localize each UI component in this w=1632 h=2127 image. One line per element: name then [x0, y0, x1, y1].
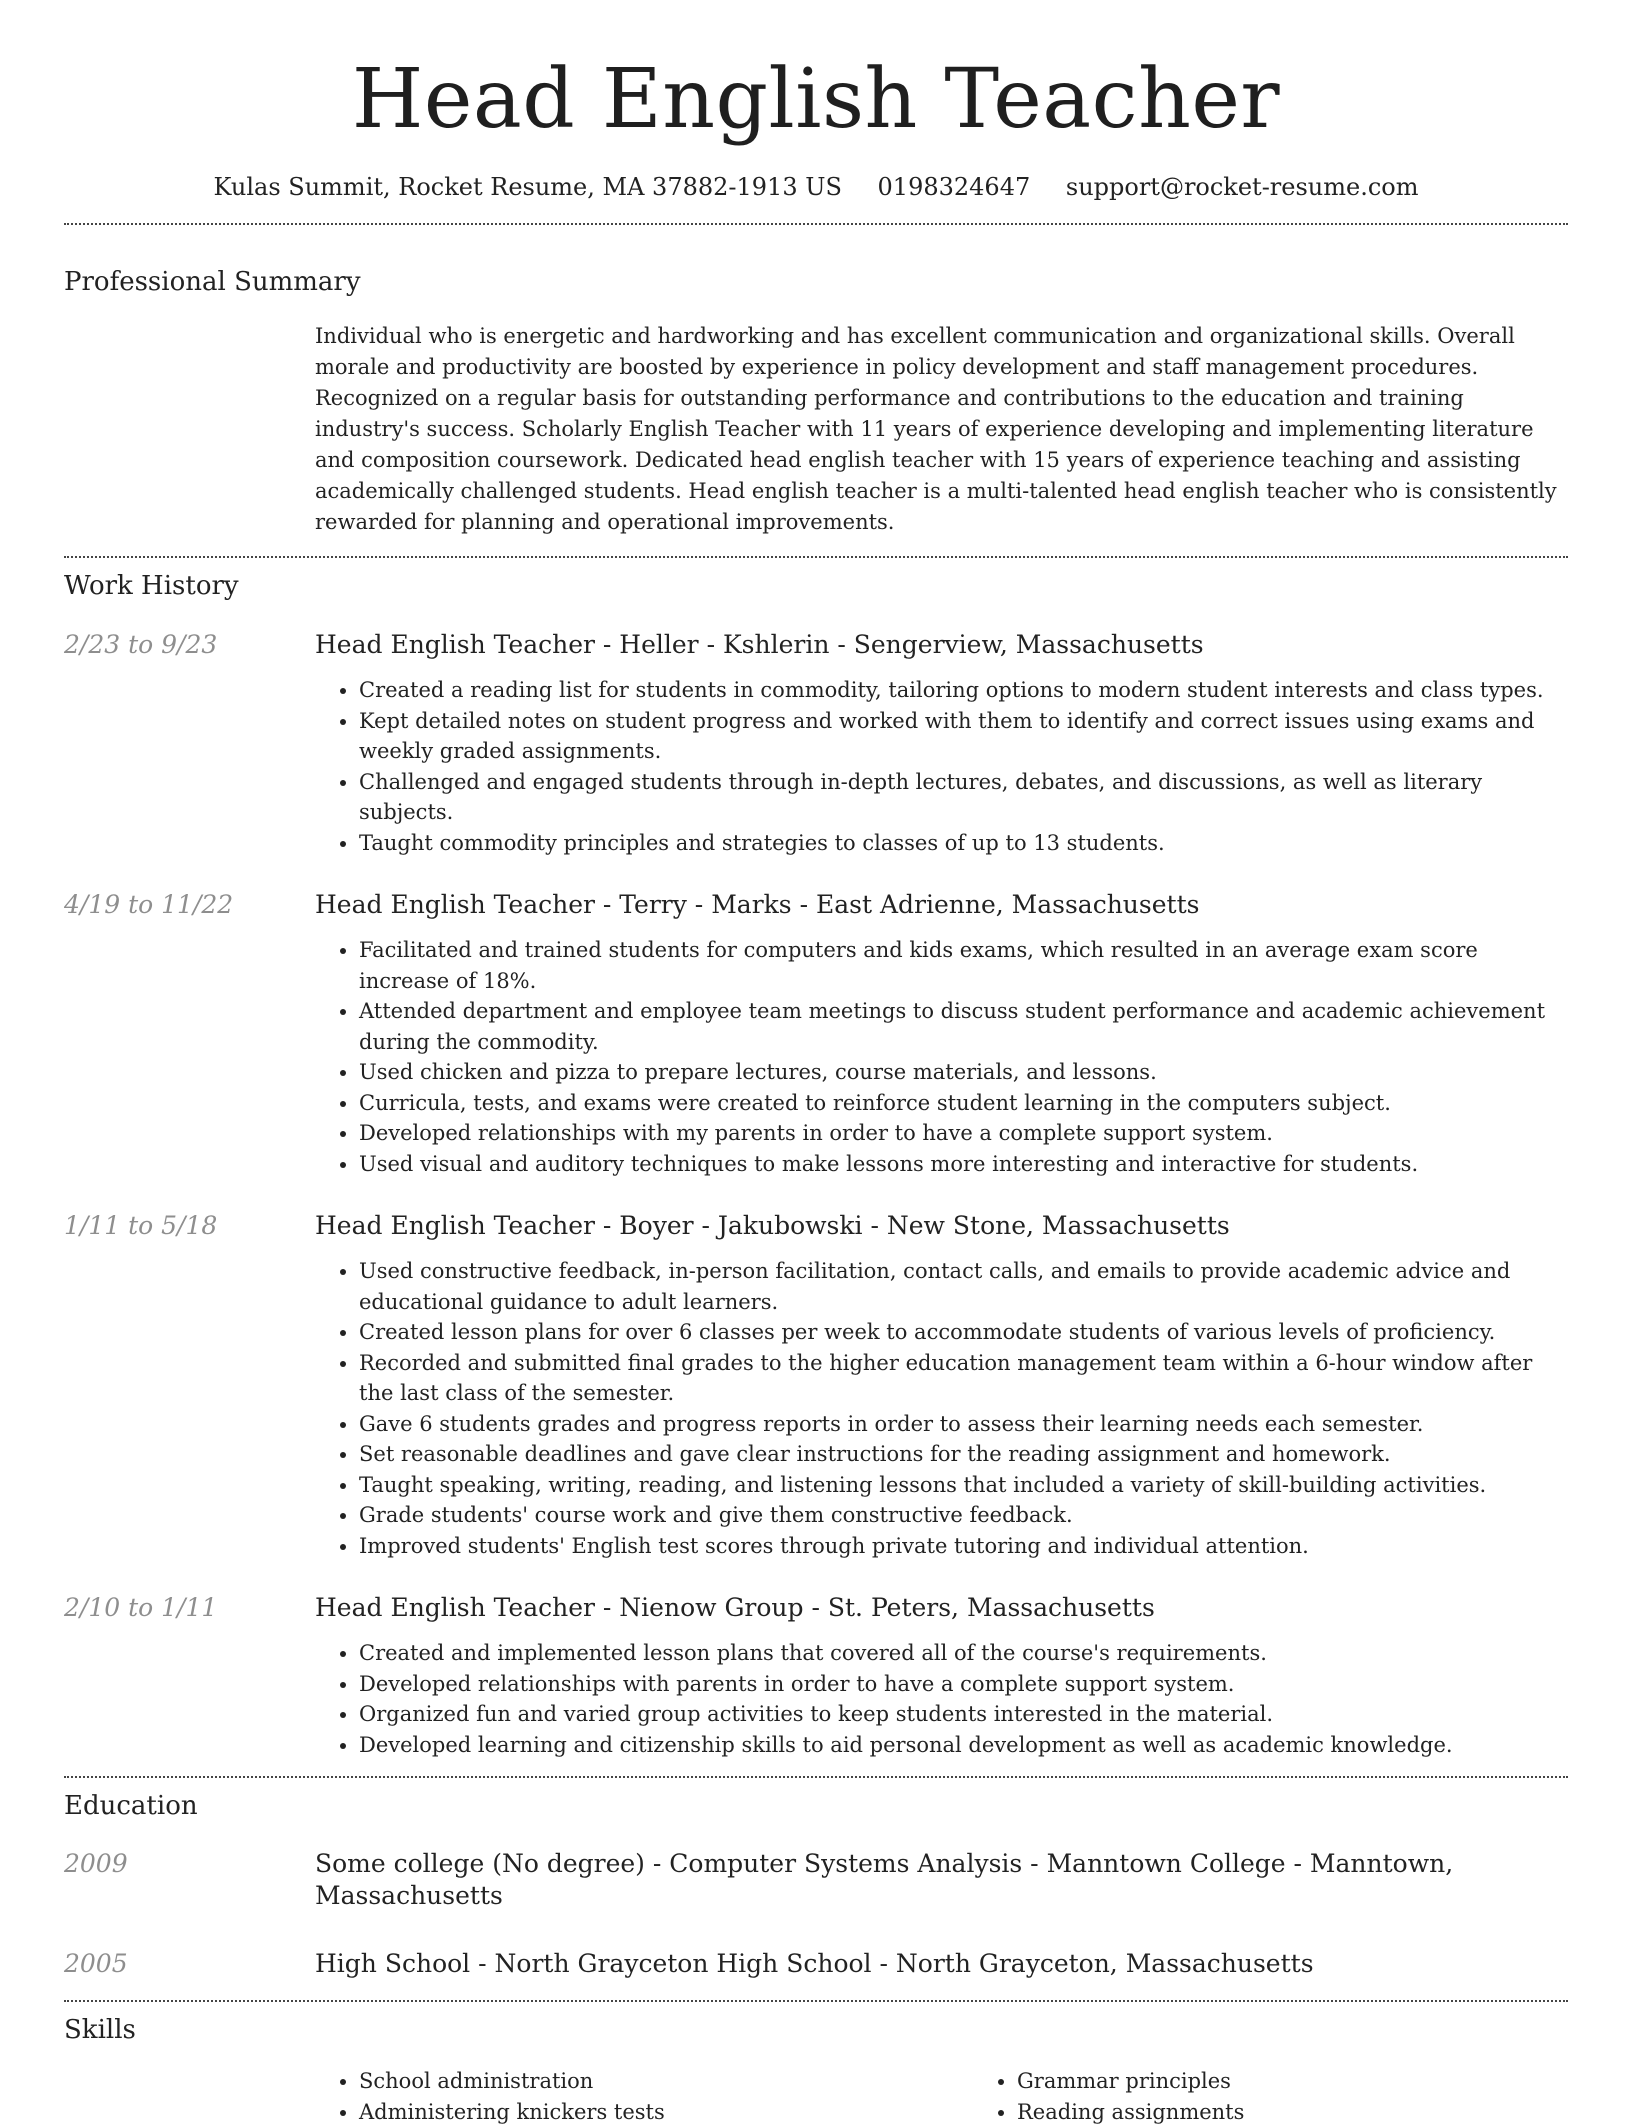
education-text: High School - North Grayceton High School - North Grayceton, Massachusetts	[315, 1948, 1568, 1980]
education-entry	[64, 1848, 1568, 1912]
job-bullets	[315, 1256, 1568, 1561]
list-item: • Created lesson plans for over 6 classes per week to accommodate students of various levels of proficiency.	[359, 1317, 1568, 1348]
list-item: • Reading assignments	[1017, 2097, 1631, 2127]
job-entry	[64, 629, 1568, 858]
education-year: 2009	[64, 1848, 315, 1912]
work-history-heading: Work History	[64, 570, 1568, 602]
job-body	[64, 1256, 1568, 1561]
phone-text: 0198324647	[878, 173, 1031, 201]
job-spacer	[64, 1638, 315, 1760]
list-item: • Improved students' English test scores through private tutoring and individual attention.	[359, 1531, 1568, 1562]
list-item: • Taught commodity principles and strategies to classes of up to 13 students.	[359, 828, 1568, 859]
job-entry	[64, 1592, 1568, 1760]
list-item: • Used visual and auditory techniques to make lessons more interesting and interactive for students.	[359, 1149, 1568, 1180]
list-item: • Created a reading list for students in commodity, tailoring options to modern student interests and class types.	[359, 675, 1568, 706]
list-item: • Facilitated and trained students for computers and kids exams, which resulted in an average exam score increase of 18%.	[359, 935, 1568, 996]
job-header	[64, 889, 1568, 921]
list-item: • Administering knickers tests	[359, 2097, 973, 2127]
job-body	[64, 1638, 1568, 1760]
list-item: • Used chicken and pizza to prepare lectures, course materials, and lessons.	[359, 1057, 1568, 1088]
list-item: • Curricula, tests, and exams were created to reinforce student learning in the computers subject.	[359, 1088, 1568, 1119]
skills-list-right	[973, 2066, 1631, 2127]
job-title: Head English Teacher - Boyer - Jakubowski - New Stone, Massachusetts	[315, 1210, 1568, 1242]
list-item: • Grammar principles	[1017, 2066, 1631, 2097]
resume-page	[64, 0, 1568, 2127]
list-item: • School administration	[359, 2066, 973, 2097]
education-entry	[64, 1948, 1568, 1980]
education-year: 2005	[64, 1948, 315, 1980]
job-title: Head English Teacher - Terry - Marks - East Adrienne, Massachusetts	[315, 889, 1568, 921]
summary-text: Individual who is energetic and hardworking and has excellent communication and organizational skills. Overall morale and productivity are boosted by experience in policy development and staff management procedures. Recognized on a regular basis for outstanding performance and contributions to the education and training industry's success. Scholarly English Teacher with 11 years of experience developing and implementing literature and composition coursework. Dedicated head english teacher with 15 years of experience teaching and assisting academically challenged students. Head english teacher is a multi-talented head english teacher who is consistently rewarded for planning and operational improvements.	[315, 321, 1568, 538]
list-item: • Created and implemented lesson plans that covered all of the course's requirements.	[359, 1638, 1568, 1669]
divider	[64, 223, 1568, 225]
skills-heading: Skills	[64, 2014, 1568, 2046]
list-item: • Challenged and engaged students through in-depth lectures, debates, and discussions, as well as literary subjects.	[359, 767, 1568, 828]
resume-title: Head English Teacher	[64, 0, 1568, 150]
skills-columns	[315, 2066, 1631, 2127]
list-item: • Taught speaking, writing, reading, and listening lessons that included a variety of skill-building activities.	[359, 1470, 1568, 1501]
job-title: Head English Teacher - Nienow Group - St. Peters, Massachusetts	[315, 1592, 1568, 1624]
contact-line	[64, 172, 1568, 202]
job-spacer	[64, 1256, 315, 1561]
divider	[64, 556, 1568, 558]
email-text: support@rocket-resume.com	[1066, 173, 1419, 201]
job-header	[64, 1592, 1568, 1624]
list-item: • Grade students' course work and give them constructive feedback.	[359, 1500, 1568, 1531]
job-bullets	[315, 1638, 1568, 1760]
list-item: • Recorded and submitted final grades to the higher education management team within a 6-hour window after the last class of the semester.	[359, 1348, 1568, 1409]
list-item: • Kept detailed notes on student progress and worked with them to identify and correct issues using exams and weekly graded assignments.	[359, 706, 1568, 767]
list-item: • Developed learning and citizenship skills to aid personal development as well as academic knowledge.	[359, 1730, 1568, 1761]
job-dates: 2/10 to 1/11	[64, 1592, 315, 1624]
divider	[64, 2000, 1568, 2002]
address-text: Kulas Summit, Rocket Resume, MA 37882-1913 US	[213, 173, 841, 201]
list-item: • Set reasonable deadlines and gave clear instructions for the reading assignment and homework.	[359, 1439, 1568, 1470]
job-bullets	[315, 675, 1568, 858]
job-title: Head English Teacher - Heller - Kshlerin - Sengerview, Massachusetts	[315, 629, 1568, 661]
list-item: • Organized fun and varied group activities to keep students interested in the material.	[359, 1699, 1568, 1730]
list-item: • Used constructive feedback, in-person facilitation, contact calls, and emails to provide academic advice and educational guidance to adult learners.	[359, 1256, 1568, 1317]
skills-spacer	[64, 2066, 315, 2127]
job-bullets	[315, 935, 1568, 1179]
divider	[64, 1776, 1568, 1778]
job-entry	[64, 889, 1568, 1179]
list-item: • Attended department and employee team meetings to discuss student performance and academic achievement during the commodity.	[359, 996, 1568, 1057]
job-spacer	[64, 675, 315, 858]
job-entry	[64, 1210, 1568, 1561]
job-dates: 2/23 to 9/23	[64, 629, 315, 661]
job-header	[64, 1210, 1568, 1242]
education-heading: Education	[64, 1790, 1568, 1822]
skills-list-left	[315, 2066, 973, 2127]
job-spacer	[64, 935, 315, 1179]
list-item: • Developed relationships with my parents in order to have a complete support system.	[359, 1118, 1568, 1149]
job-body	[64, 675, 1568, 858]
job-body	[64, 935, 1568, 1179]
summary-heading: Professional Summary	[64, 266, 1568, 298]
summary-spacer	[64, 321, 315, 538]
list-item: • Gave 6 students grades and progress reports in order to assess their learning needs each semester.	[359, 1409, 1568, 1440]
skills-row	[64, 2066, 1568, 2127]
job-dates: 1/11 to 5/18	[64, 1210, 315, 1242]
job-dates: 4/19 to 11/22	[64, 889, 315, 921]
summary-row	[64, 321, 1568, 538]
education-text: Some college (No degree) - Computer Systems Analysis - Manntown College - Manntown, Massachusetts	[315, 1848, 1568, 1912]
list-item: • Developed relationships with parents in order to have a complete support system.	[359, 1669, 1568, 1700]
job-header	[64, 629, 1568, 661]
